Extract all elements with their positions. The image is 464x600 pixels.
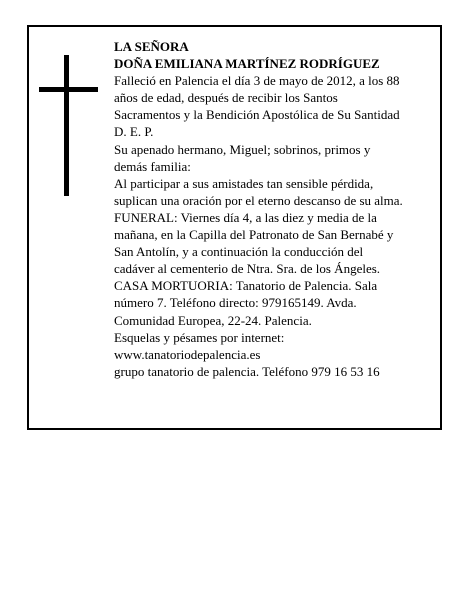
internet-line: Esquelas y pésames por internet: [114, 329, 285, 345]
notice-line: Falleció en Palencia el día 3 de mayo de 2012, a los 88 [114, 73, 400, 89]
notice-heading: LA SEÑORA [114, 39, 189, 54]
notice-line: Sacramentos y la Bendición Apostólica de Su Santidad [114, 107, 400, 123]
deceased-name: DOÑA EMILIANA MARTÍNEZ RODRÍGUEZ [114, 56, 380, 72]
mortuary-line: número 7. Teléfono directo: 979165149. Avda. [114, 295, 357, 311]
notice-line: demás familia: [114, 158, 191, 174]
obituary-text [114, 38, 434, 380]
mortuary-line: CASA MORTUORIA: Tanatorio de Palencia. Sala [114, 278, 378, 294]
funeral-line: cadáver al cementerio de Ntra. Sra. de los Ángeles. [114, 261, 381, 277]
funeral-line: San Antolín, y a continuación la conducción del [114, 244, 364, 260]
notice-line: Su apenado hermano, Miguel; sobrinos, primos y [114, 141, 371, 157]
cross-vertical-bar [64, 55, 69, 196]
contact-line: grupo tanatorio de palencia. Teléfono 979 16 53 16 [114, 363, 380, 379]
notice-line: D. E. P. [114, 124, 154, 140]
notice-line: suplican una oración por el eterno descanso de su alma. [114, 192, 403, 208]
funeral-line: FUNERAL: Viernes día 4, a las diez y media de la [114, 209, 377, 225]
cross-horizontal-bar [39, 87, 98, 92]
notice-line: Al participar a sus amistades tan sensible pérdida, [114, 175, 374, 191]
funeral-line: mañana, en la Capilla del Patronato de San Bernabé y [114, 227, 394, 243]
cross-icon [39, 55, 98, 196]
mortuary-line: Comunidad Europea, 22-24. Palencia. [114, 312, 312, 328]
notice-line: años de edad, después de recibir los Santos [114, 90, 338, 106]
website-url: www.tanatoriodepalencia.es [114, 346, 261, 362]
